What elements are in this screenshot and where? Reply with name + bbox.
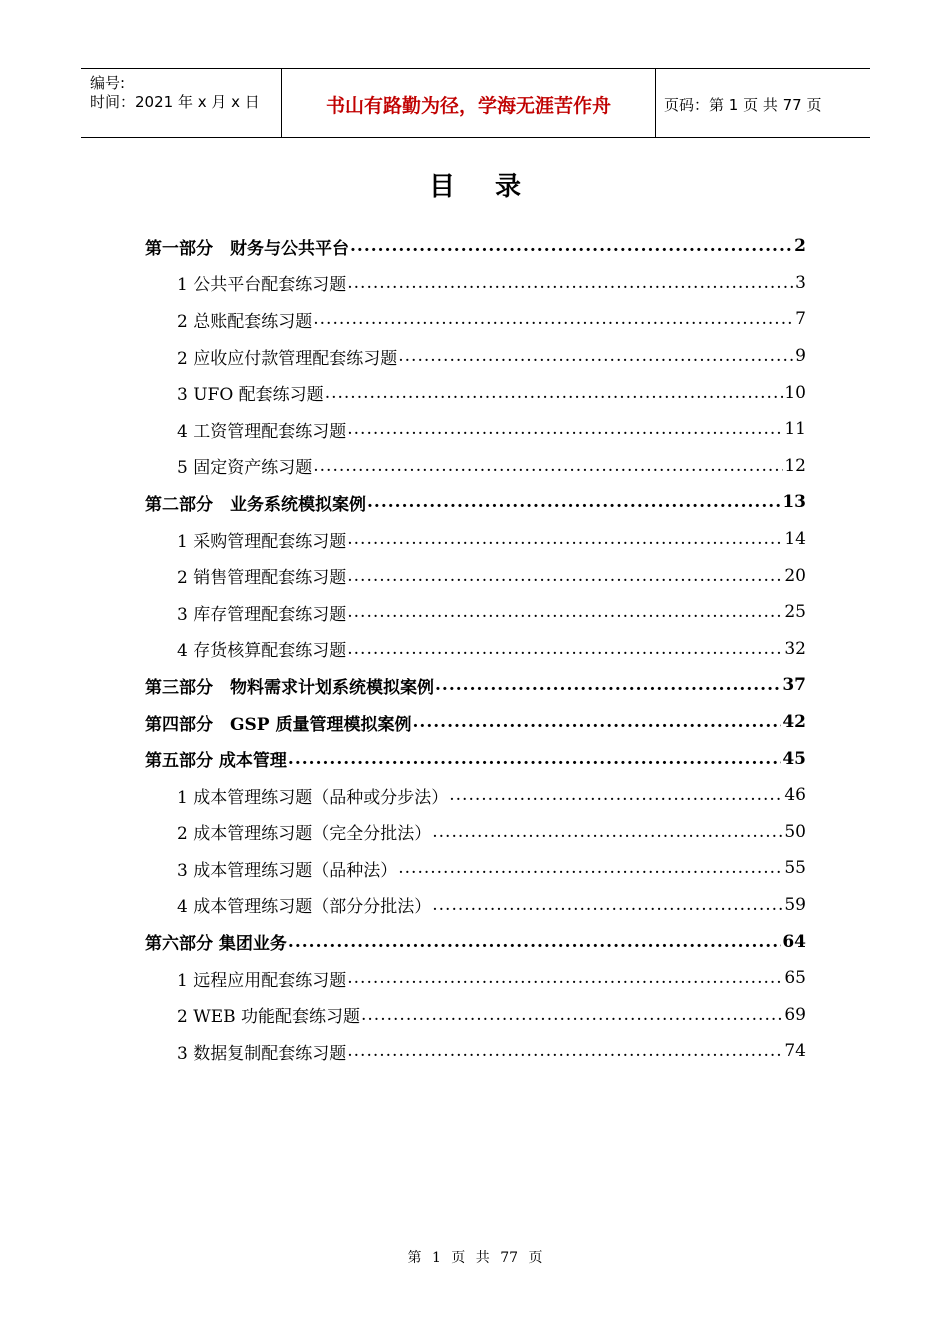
toc-page-number: 37 bbox=[782, 675, 806, 696]
toc-dot-leader bbox=[347, 639, 783, 659]
toc-page-number: 3 bbox=[795, 272, 806, 293]
toc-section-entry[interactable] bbox=[145, 338, 806, 375]
toc-section-entry[interactable] bbox=[145, 960, 806, 997]
toc-section-entry[interactable] bbox=[145, 850, 806, 887]
toc-part-entry[interactable] bbox=[145, 667, 806, 704]
toc-dot-leader bbox=[398, 858, 783, 878]
toc-dot-leader bbox=[413, 712, 782, 732]
toc-section-entry[interactable] bbox=[145, 301, 806, 338]
toc-entry-text: 第四部分 GSP 质量管理模拟案例 bbox=[145, 714, 412, 735]
toc-section-entry[interactable] bbox=[145, 411, 806, 448]
toc-page-number: 7 bbox=[795, 309, 806, 330]
toc-entry-text: 第六部分 集团业务 bbox=[145, 934, 287, 955]
toc-entry-text: 4 存货核算配套练习题 bbox=[177, 641, 347, 662]
page-footer: 第 1 页 共 77 页 bbox=[407, 1250, 543, 1266]
toc-page-number: 59 bbox=[784, 894, 806, 915]
toc-section-entry[interactable] bbox=[145, 814, 806, 851]
toc-entry-text: 2 WEB 功能配套练习题 bbox=[177, 1007, 360, 1028]
header-page-cell bbox=[655, 69, 870, 137]
toc-section-entry[interactable] bbox=[145, 521, 806, 558]
toc-section-entry[interactable] bbox=[145, 594, 806, 631]
toc-page-number: 11 bbox=[784, 419, 806, 440]
document-number-label: 编号: bbox=[90, 74, 126, 92]
toc-entry-text: 第五部分 成本管理 bbox=[145, 751, 287, 772]
header-meta-cell bbox=[81, 69, 281, 137]
toc-part-entry[interactable] bbox=[145, 704, 806, 741]
toc-entry-text: 2 销售管理配套练习题 bbox=[177, 568, 347, 589]
toc-section-entry[interactable] bbox=[145, 777, 806, 814]
toc-entry-text: 3 数据复制配套练习题 bbox=[177, 1043, 347, 1064]
toc-page-number: 45 bbox=[782, 748, 806, 769]
toc-entry-text: 2 应收应付款管理配套练习题 bbox=[177, 348, 398, 369]
toc-part-entry[interactable] bbox=[145, 740, 806, 777]
toc-page-number: 42 bbox=[782, 712, 806, 733]
toc-section-entry[interactable] bbox=[145, 448, 806, 485]
toc-entry-text: 4 成本管理练习题（部分分批法） bbox=[177, 897, 432, 918]
toc-part-entry[interactable] bbox=[145, 484, 806, 521]
header-motto-cell bbox=[281, 69, 656, 137]
toc-entry-text: 5 固定资产练习题 bbox=[177, 458, 313, 479]
toc-dot-leader bbox=[347, 1041, 783, 1061]
toc-page-number: 50 bbox=[784, 821, 806, 842]
toc-page-number: 20 bbox=[784, 565, 806, 586]
toc-dot-leader bbox=[435, 675, 781, 695]
toc-dot-leader bbox=[367, 492, 781, 512]
toc-dot-leader bbox=[398, 346, 794, 366]
toc-part-entry[interactable] bbox=[145, 228, 806, 265]
toc-section-entry[interactable] bbox=[145, 1033, 806, 1070]
toc-part-entry[interactable] bbox=[145, 923, 806, 960]
toc-dot-leader bbox=[347, 566, 783, 586]
toc-page-number: 65 bbox=[784, 968, 806, 989]
toc-page-number: 13 bbox=[782, 492, 806, 513]
toc-page-number: 25 bbox=[784, 602, 806, 623]
toc-dot-leader bbox=[347, 529, 783, 549]
toc-dot-leader bbox=[325, 383, 784, 403]
header-motto: 书山有路勤为径，学海无涯苦作舟 bbox=[325, 95, 611, 117]
toc-entry-text: 1 公共平台配套练习题 bbox=[177, 275, 347, 296]
toc-dot-leader bbox=[347, 968, 783, 988]
toc-section-entry[interactable] bbox=[145, 996, 806, 1033]
toc-dot-leader bbox=[313, 456, 783, 476]
toc-section-entry[interactable] bbox=[145, 374, 806, 411]
toc-entry-text: 2 成本管理练习题（完全分批法） bbox=[177, 824, 432, 845]
toc-page-number: 10 bbox=[784, 382, 806, 403]
toc-dot-leader bbox=[432, 895, 783, 915]
header-page-info: 页码：第 1 页 共 77 页 bbox=[664, 96, 822, 114]
toc-dot-leader bbox=[350, 236, 793, 256]
toc-entry-text: 4 工资管理配套练习题 bbox=[177, 421, 347, 442]
toc-page-number: 46 bbox=[784, 785, 806, 806]
toc-title: 目录 bbox=[428, 172, 561, 202]
toc-dot-leader bbox=[288, 932, 781, 952]
toc-page-number: 32 bbox=[784, 638, 806, 659]
document-time-label: 时间：2021 年 x 月 x 日 bbox=[90, 93, 260, 111]
toc-dot-leader bbox=[449, 785, 783, 805]
toc-entry-text: 3 UFO 配套练习题 bbox=[177, 385, 324, 406]
toc-section-entry[interactable] bbox=[145, 265, 806, 302]
toc-section-entry[interactable] bbox=[145, 887, 806, 924]
toc-dot-leader bbox=[347, 273, 794, 293]
toc-page-number: 2 bbox=[794, 236, 806, 257]
toc-entry-text: 第二部分 业务系统模拟案例 bbox=[145, 494, 366, 515]
toc-entry-text: 1 成本管理练习题（品种或分步法） bbox=[177, 787, 449, 808]
toc-section-entry[interactable] bbox=[145, 631, 806, 668]
toc-entry-text: 第一部分 财务与公共平台 bbox=[145, 238, 349, 259]
toc-dot-leader bbox=[313, 309, 794, 329]
toc-entry-text: 3 成本管理练习题（品种法） bbox=[177, 860, 398, 881]
toc-section-entry[interactable] bbox=[145, 557, 806, 594]
toc-entry-text: 3 库存管理配套练习题 bbox=[177, 604, 347, 625]
toc-page-number: 12 bbox=[784, 455, 806, 476]
toc-page-number: 14 bbox=[784, 529, 806, 550]
toc-page-number: 74 bbox=[784, 1041, 806, 1062]
toc-entry-text: 1 远程应用配套练习题 bbox=[177, 970, 347, 991]
toc-dot-leader bbox=[288, 749, 781, 769]
toc-dot-leader bbox=[347, 602, 783, 622]
toc-dot-leader bbox=[432, 822, 783, 842]
toc-entry-text: 2 总账配套练习题 bbox=[177, 311, 313, 332]
toc-entry-text: 第三部分 物料需求计划系统模拟案例 bbox=[145, 677, 434, 698]
toc-entry-text: 1 采购管理配套练习题 bbox=[177, 531, 347, 552]
toc-page-number: 55 bbox=[784, 858, 806, 879]
table-of-contents bbox=[145, 228, 806, 1070]
toc-page-number: 9 bbox=[795, 346, 806, 367]
toc-dot-leader bbox=[361, 1005, 783, 1025]
toc-page-number: 64 bbox=[782, 931, 806, 952]
toc-page-number: 69 bbox=[784, 1004, 806, 1025]
toc-dot-leader bbox=[347, 419, 783, 439]
header-table bbox=[81, 68, 870, 138]
